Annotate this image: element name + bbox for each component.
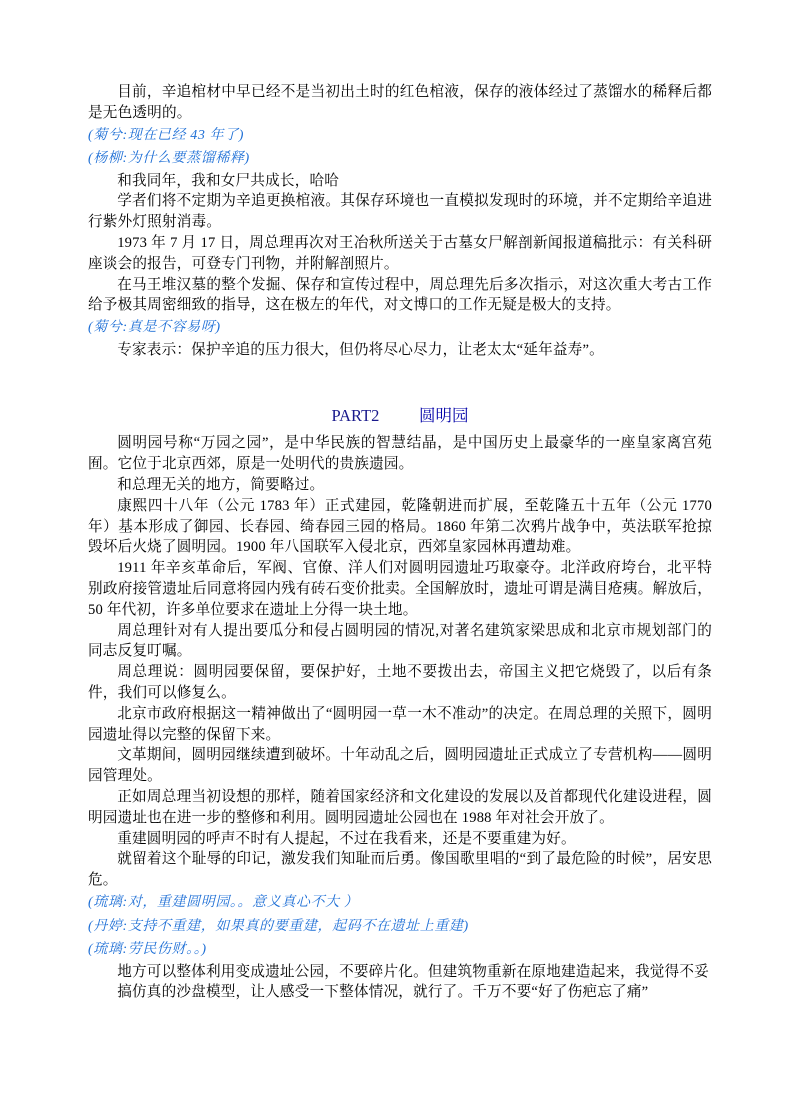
- paragraph: 在马王堆汉墓的整个发掘、保存和宣传过程中，周总理先后多次指示，对这次重大考古工作给予极其周密细致的指导，这在极左的年代，对文博口的工作无疑是极大的支持。: [88, 276, 712, 314]
- part-title: 圆明园: [419, 406, 469, 426]
- section-mawangdui: [88, 82, 712, 360]
- paragraph: 地方可以整体利用变成遗址公园，不要碎片化。但建筑物重新在原地建造起来，我觉得不妥: [117, 963, 709, 980]
- paragraph: 就留着这个耻辱的印记，激发我们知耻而后勇。像国歌里唱的“到了最危险的时候”，居安思危。: [88, 851, 712, 889]
- paragraph: 专家表示：保护辛追的压力很大，但仍将尽心尽力，让老太太“延年益寿”。: [117, 341, 604, 358]
- paragraph: 周总理说：圆明园要保留，要保护好，土地不要拨出去，帝国主义把它烧毁了，以后有条件，我们可以修复么。: [88, 664, 712, 702]
- paragraph: 学者们将不定期为辛追更换棺液。其保存环境也一直模拟发现时的环境，并不定期给辛追进行紫外灯照射消毒。: [88, 193, 712, 231]
- reader-comment: (菊兮:现在已经 43 年了): [88, 127, 244, 143]
- paragraph: 康熙四十八年（公元 1783 年）正式建园，乾隆朝进而扩展，至乾隆五十五年（公元 1770 年）基本形成了御园、长春园、绮春园三园的格局。1860 年第二次鸦片战争中，英法联军抢掠毁坏后火烧了圆明园。1900 年八国联军入侵北京，西郊皇家园林再遭劫难。: [88, 497, 712, 556]
- reader-comment: (杨柳:为什么要蒸馏稀释): [88, 151, 250, 167]
- reader-comment: (琉璃:劳民伤财。。): [88, 942, 207, 957]
- paragraph: 和总理无关的地方，简要略过。: [117, 477, 325, 494]
- paragraph: 文革期间，圆明园继续遭到破坏。十年动乱之后，圆明园遗址正式成立了专营机构——圆明园管理处。: [88, 747, 712, 785]
- paragraph: 搞仿真的沙盘模型，让人感受一下整体情况，就行了。千万不要“好了伤疤忘了痛”: [117, 984, 649, 1001]
- paragraph: 目前，辛追棺材中早已经不是当初出土时的红色棺液，保存的液体经过了蒸馏水的稀释后都是无色透明的。: [88, 84, 712, 121]
- paragraph: 1911 年辛亥革命后，军阀、官僚、洋人们对圆明园遗址巧取豪夺。北洋政府垮台，北平特别政府接管遗址后同意将园内残有砖石变价批卖。全国解放时，遗址可谓是满目疮痍。解放后，50 年代初，许多单位要求在遗址上分得一块土地。: [88, 560, 712, 618]
- part2-heading: [88, 405, 712, 427]
- reader-comment: (菊兮:真是不容易呀): [88, 320, 221, 336]
- paragraph: 周总理针对有人提出要瓜分和侵占圆明园的情况,对著名建筑家梁思成和北京市规划部门的同志反复叮嘱。: [88, 622, 712, 660]
- paragraph: 圆明园号称“万园之园”，是中华民族的智慧结晶，是中国历史上最豪华的一座皇家离宫苑囿。它位于北京西郊，原是一处明代的贵族遗园。: [88, 435, 712, 473]
- reader-comment: (琉璃:对，重建圆明园。。意义真心不大 ）: [88, 895, 359, 910]
- reader-comment: (丹婷:支持不重建，如果真的要重建，起码不在遗址上重建): [88, 918, 469, 934]
- paragraph: 北京市政府根据这一精神做出了“圆明园一草一木不准动”的决定。在周总理的关照下，圆明园遗址得以完整的保留下来。: [88, 705, 712, 743]
- paragraph: 正如周总理当初设想的那样，随着国家经济和文化建设的发展以及首都现代化建设进程，圆明园遗址也在进一步的整修和利用。圆明园遗址公园也在 1988 年对社会开放了。: [88, 789, 712, 826]
- paragraph: 1973 年 7 月 17 日，周总理再次对王冶秋所送关于古墓女尸解剖新闻报道稿批示：有关科研座谈会的报告，可登专门刊物，并附解剖照片。: [88, 234, 712, 272]
- paragraph: 和我同年，我和女尸共成长，哈哈: [117, 172, 340, 189]
- section-yuanmingyuan: [88, 433, 712, 1003]
- paragraph: 重建圆明园的呼声不时有人提起，不过在我看来，还是不要重建为好。: [117, 830, 576, 847]
- part-label: PART2: [331, 406, 380, 426]
